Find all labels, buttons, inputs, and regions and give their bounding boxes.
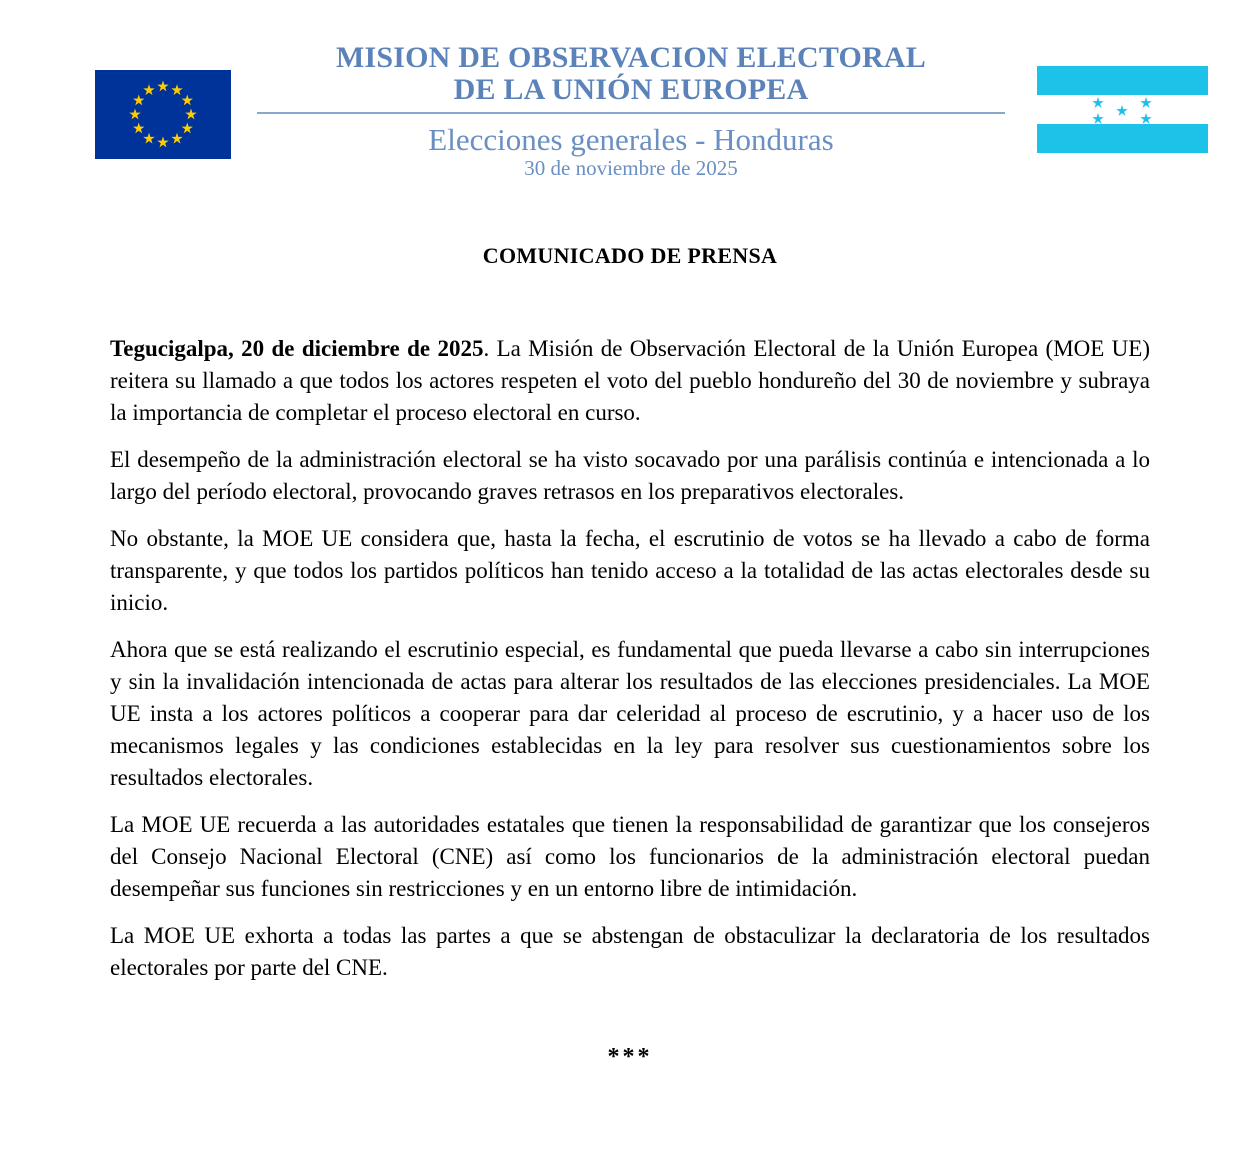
paragraph-1-text: . La Misión de Observación Electoral de la Unión Europea (MOE UE) reitera su llamado a que todos los actores respeten el voto del pueblo hondureño del 30 de noviembre y subraya la importancia de completar el proceso electoral en curso. — [110, 336, 1150, 425]
eu-flag-icon — [95, 70, 231, 159]
paragraph-5-text: La MOE UE recuerda a las autoridades estatales que tienen la responsabilidad de garantizar que los consejeros del Consejo Nacional Electoral (CNE) así como los funcionarios de la administración electoral puedan desempeñar sus funciones sin restricciones y en un entorno libre de intimidación. — [110, 812, 1150, 901]
paragraph-4-text: Ahora que se está realizando el escrutinio especial, es fundamental que pueda llevarse a cabo sin interrupciones y sin la invalidación intencionada de actas para alterar los resultados de las elecciones presidenciales. La MOE UE insta a los actores políticos a cooperar para dar celeridad al proceso de escrutinio, y a hacer uso de los mecanismos legales y las condiciones establecidas en la ley para resolver sus cuestionamientos sobre los resultados electorales. — [110, 637, 1150, 790]
press-release-body — [110, 243, 1150, 1071]
election-subtitle: Elecciones generales - Honduras — [428, 122, 834, 157]
paragraph-2-text: El desempeño de la administración electoral se ha visto socavado por una parálisis continúa e intencionada a lo largo del período electoral, provocando graves retrasos en los preparativos electorales. — [110, 447, 1150, 504]
mission-title — [257, 42, 1005, 106]
dateline: Tegucigalpa, 20 de diciembre de 2025 — [110, 336, 484, 361]
paragraph-2 — [110, 444, 1150, 508]
honduras-flag-icon — [1037, 66, 1208, 153]
paragraph-6 — [110, 920, 1150, 984]
mission-title-line2: DE LA UNIÓN EUROPEA — [453, 73, 809, 106]
mission-title-line1: MISION DE OBSERVACION ELECTORAL — [335, 41, 926, 74]
header-divider — [257, 112, 1005, 114]
election-date: 30 de noviembre de 2025 — [524, 156, 738, 180]
end-mark: *** — [607, 1044, 653, 1070]
paragraph-3-text: No obstante, la MOE UE considera que, hasta la fecha, el escrutinio de votos se ha llevado a cabo de forma transparente, y que todos los partidos políticos han tenido acceso a la totalidad de las actas electorales desde su inicio. — [110, 526, 1150, 615]
press-release-heading: COMUNICADO DE PRENSA — [482, 243, 778, 268]
paragraph-3 — [110, 523, 1150, 619]
paragraph-5 — [110, 809, 1150, 905]
header — [257, 42, 1005, 181]
paragraph-4 — [110, 634, 1150, 794]
paragraph-1 — [110, 333, 1150, 429]
paragraph-6-text: La MOE UE exhorta a todas las partes a que se abstengan de obstaculizar la declaratoria de los resultados electorales por parte del CNE. — [110, 923, 1150, 980]
